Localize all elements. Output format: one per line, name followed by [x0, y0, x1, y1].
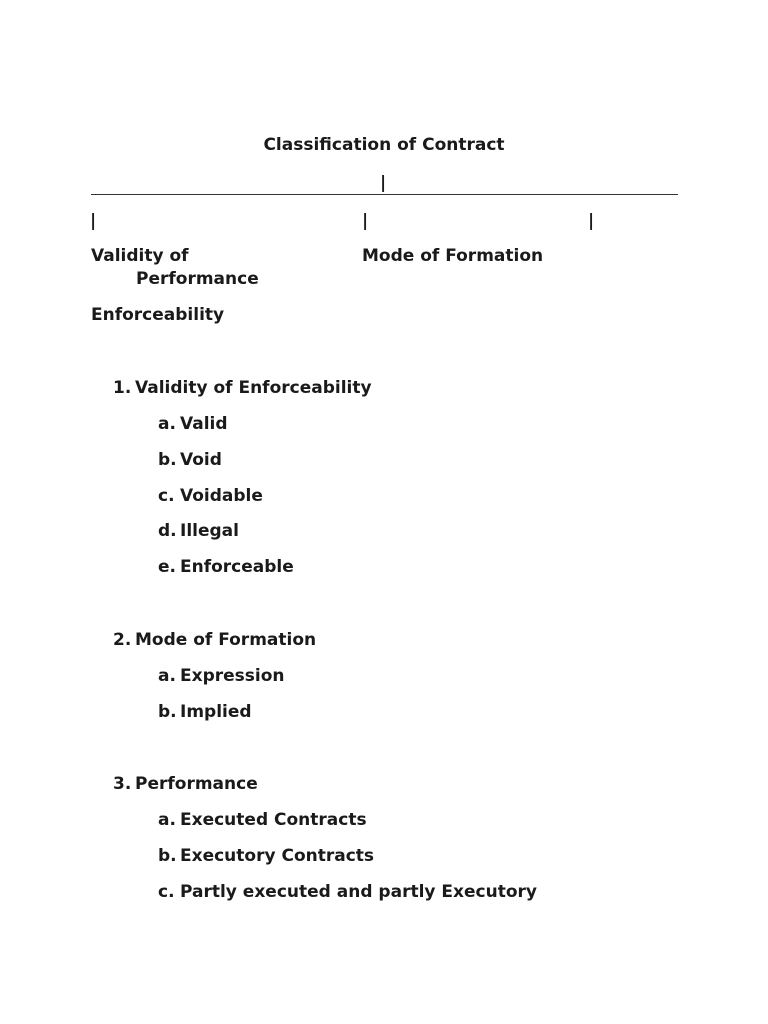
- section-heading: 2. Mode of Formation: [113, 630, 317, 650]
- tree-horizontal-line: [91, 194, 678, 195]
- list-item: c. Partly executed and partly Executory: [158, 882, 537, 902]
- tree-branch-right-bar: |: [588, 211, 595, 231]
- list-item: d. Illegal: [158, 521, 239, 541]
- list-item: b. Implied: [158, 702, 252, 722]
- tree-branch-left-label-line1: Validity of: [91, 246, 189, 266]
- tree-branch-left-label-line2: Enforceability: [91, 305, 225, 325]
- document-title: Classification of Contract: [263, 135, 505, 155]
- list-item: a. Valid: [158, 414, 228, 434]
- tree-stem-bar: |: [380, 173, 387, 193]
- section-heading: 1. Validity of Enforceability: [113, 378, 372, 398]
- tree-branch-right-label: Performance: [136, 269, 259, 289]
- list-item: a. Executed Contracts: [158, 810, 367, 830]
- tree-branch-middle-bar: |: [362, 211, 369, 231]
- list-item: a. Expression: [158, 666, 285, 686]
- tree-branch-middle-label: Mode of Formation: [362, 246, 544, 266]
- list-item: c. Voidable: [158, 486, 263, 506]
- list-item: b. Void: [158, 450, 222, 470]
- list-item: b. Executory Contracts: [158, 846, 375, 866]
- list-item: e. Enforceable: [158, 557, 294, 577]
- section-heading: 3. Performance: [113, 774, 258, 794]
- tree-branch-left-bar: |: [90, 211, 97, 231]
